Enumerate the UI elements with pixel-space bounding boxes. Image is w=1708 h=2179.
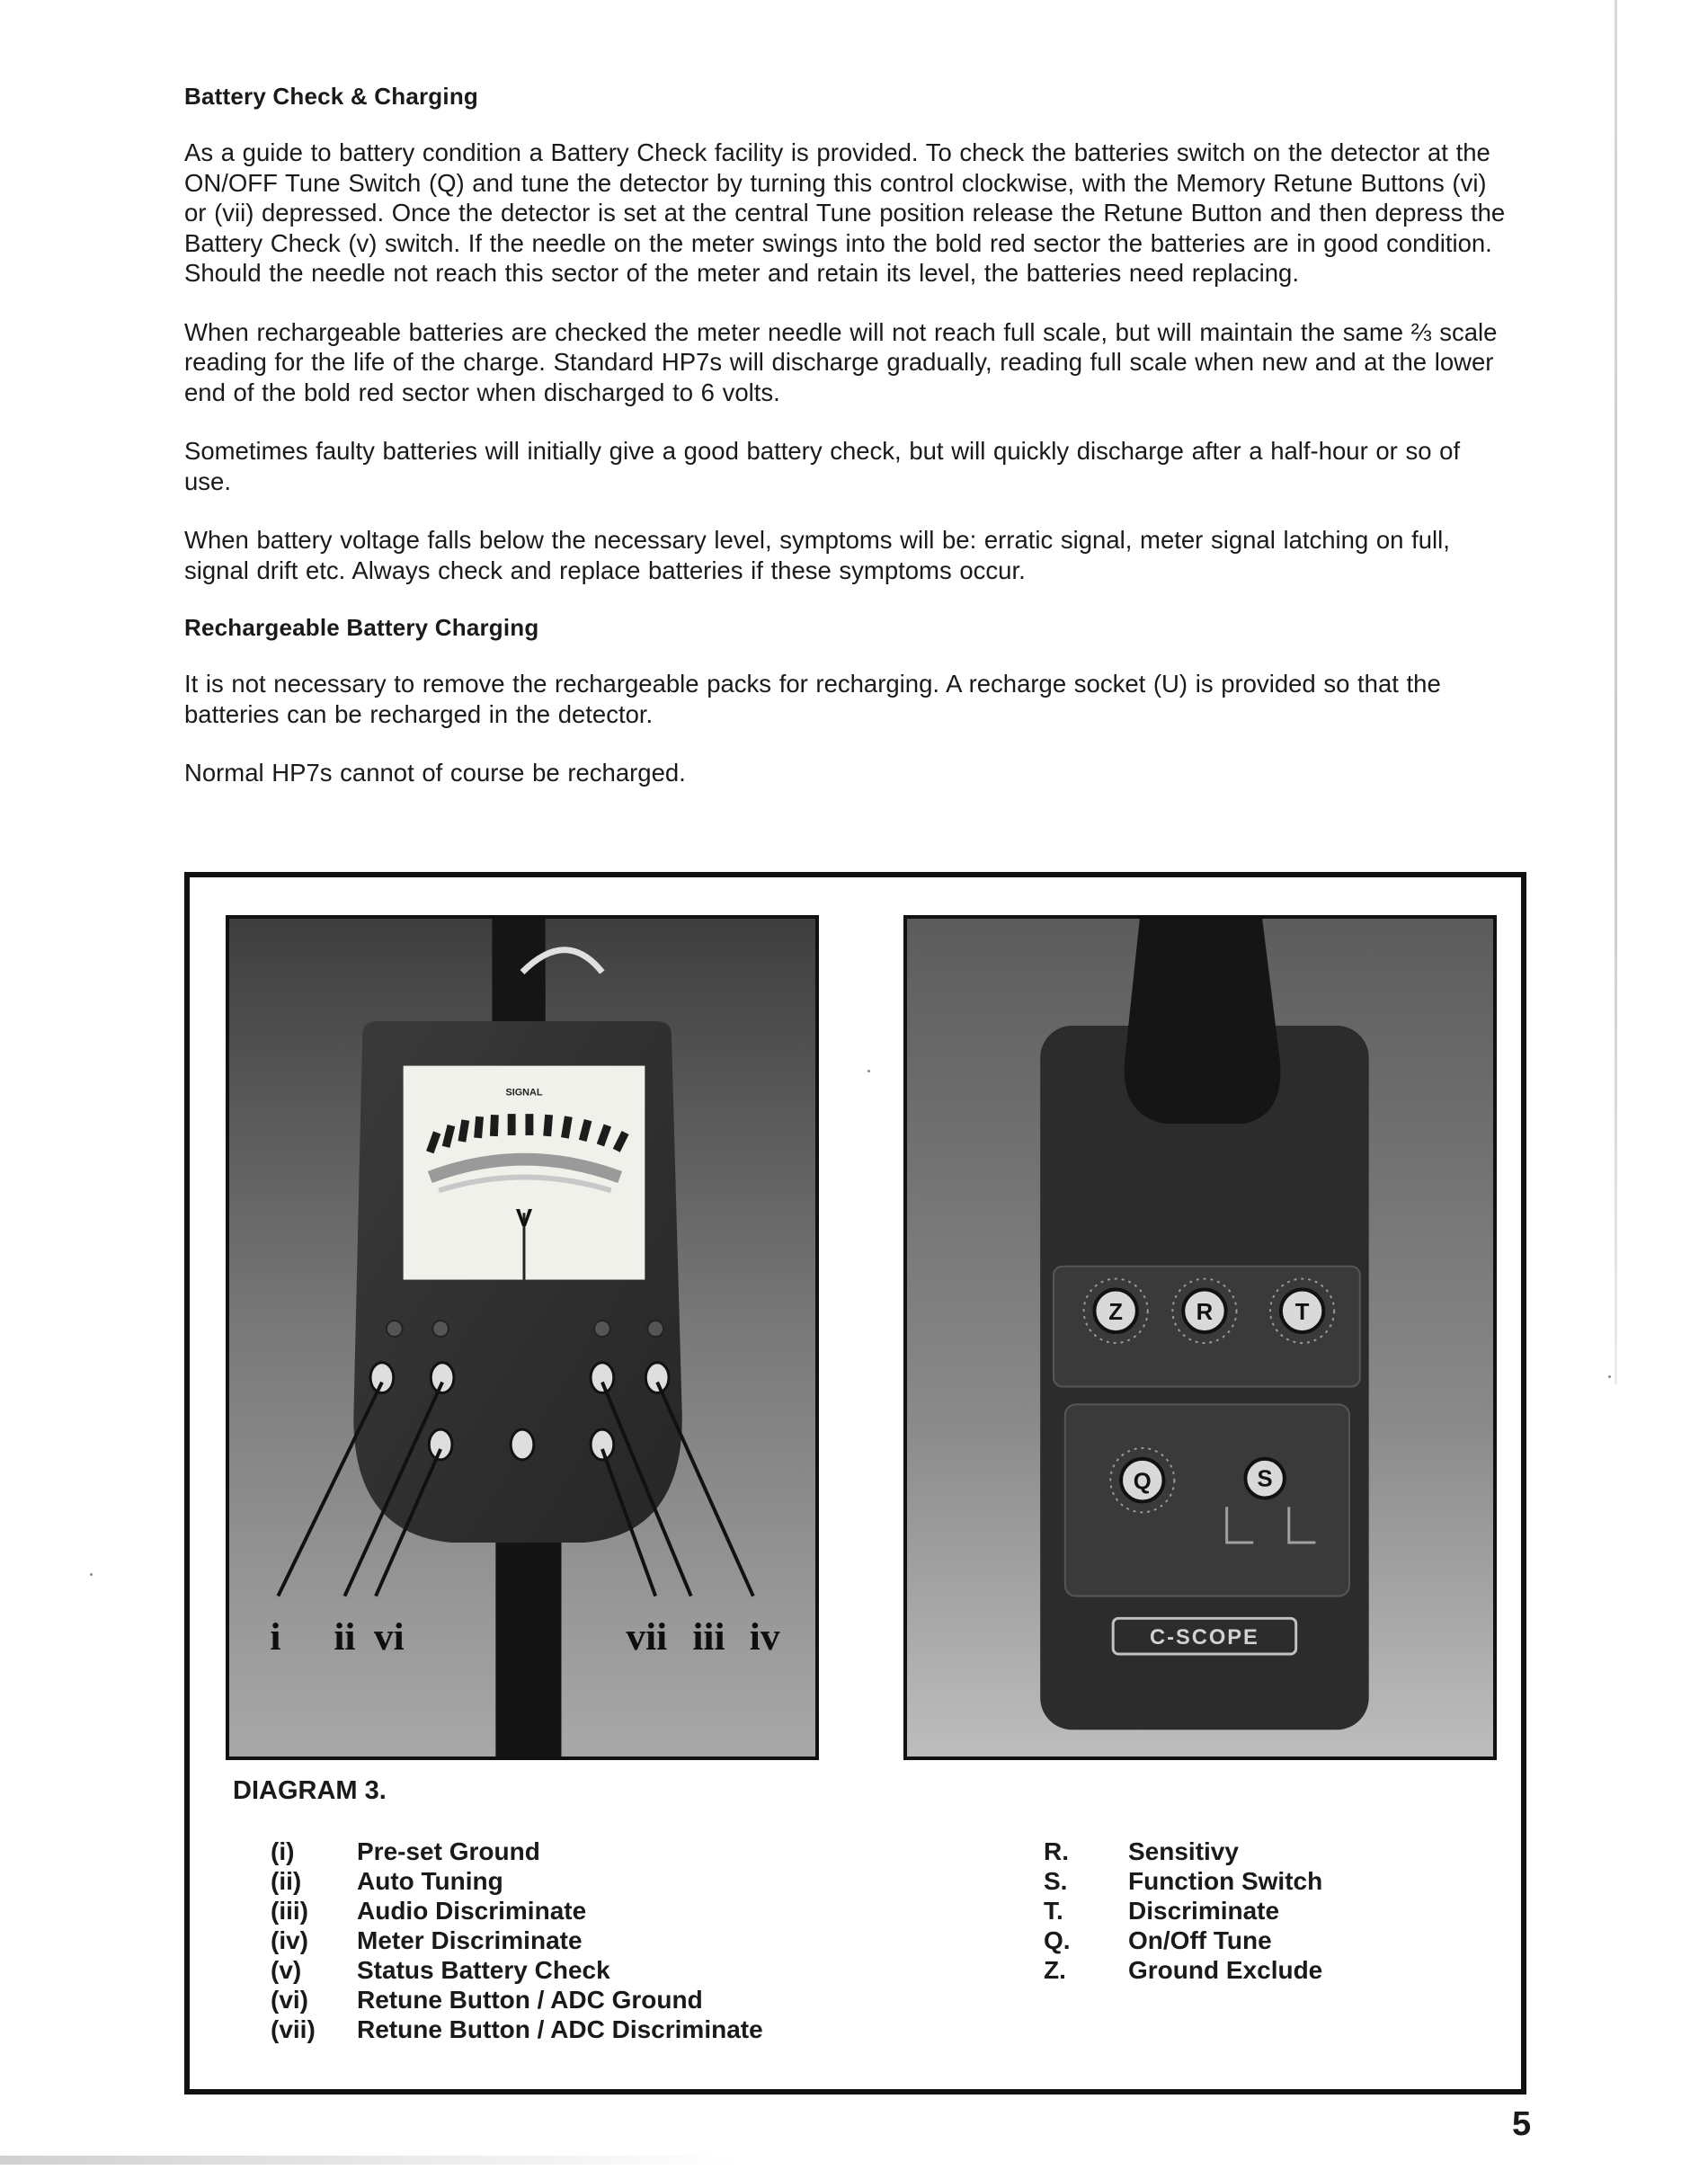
legend-item bbox=[1044, 1955, 1322, 1985]
legend-item bbox=[271, 1837, 763, 1866]
legend-text: Audio Discriminate bbox=[357, 1897, 587, 1925]
legend-text: Retune Button / ADC Ground bbox=[357, 1986, 703, 2014]
callout-iii: iii bbox=[692, 1614, 725, 1659]
callout-i: i bbox=[270, 1614, 281, 1659]
legend-code: Z. bbox=[1044, 1956, 1066, 1984]
knob-label-r: R bbox=[1196, 1300, 1214, 1326]
legend-code: R. bbox=[1044, 1837, 1069, 1865]
diagram-frame bbox=[184, 872, 1526, 2095]
legend-item bbox=[1044, 1866, 1322, 1896]
legend-item bbox=[1044, 1837, 1322, 1866]
knob-label-t: T bbox=[1294, 1300, 1310, 1326]
paragraph-recharging-1: It is not necessary to remove the rechargeable packs for recharging. A recharge socket (U) is provided so that the batteries can be recharged in the detector. bbox=[184, 670, 1441, 728]
control-box-photo bbox=[903, 915, 1497, 1760]
meter-signal-label: SIGNAL bbox=[505, 1087, 543, 1098]
legend-text: Pre-set Ground bbox=[357, 1837, 540, 1865]
brand-label: C-SCOPE bbox=[1150, 1625, 1259, 1650]
paragraph-battery-check-2: When rechargeable batteries are checked the meter needle will not reach full scale, but will maintain the same ⅔ scale reading for the life of the charge. Standard HP7s will discharge gradually, reading full scale when new and at the lower end of the bold red sector when discharged to 6 volts. bbox=[184, 317, 1498, 406]
legend-item bbox=[271, 1866, 763, 1896]
legend-text: Status Battery Check bbox=[357, 1956, 610, 1984]
page-body bbox=[184, 83, 1506, 817]
legend-left bbox=[271, 1837, 763, 2044]
legend-item bbox=[271, 1896, 763, 1926]
legend-code: (vii) bbox=[271, 2015, 316, 2043]
scan-smudge bbox=[0, 2156, 737, 2165]
paragraph-battery-check-1: As a guide to battery condition a Battery Check facility is provided. To check the batteries switch on the detector at the ON/OFF Tune Switch (Q) and tune the detector by turning this control clockwise, with the Memory Retune Buttons (vi) or (vii) depressed. Once the detector is set at the central Tune position release the Retune Button and then depress the Battery Check (v) switch. If the needle on the meter swings into the bold red sector the batteries are in good condition. Should the needle not reach this sector of the meter and retain its level, the batteries need replacing. bbox=[184, 138, 1506, 287]
legend-code: (ii) bbox=[271, 1867, 302, 1895]
meter-pointer-label: V bbox=[515, 1204, 533, 1232]
legend-text: Retune Button / ADC Discriminate bbox=[357, 2015, 763, 2043]
scan-edge-line bbox=[1615, 0, 1617, 1384]
switch-label-s: S bbox=[1257, 1466, 1273, 1492]
legend-code: T. bbox=[1044, 1897, 1063, 1925]
legend-text: Auto Tuning bbox=[357, 1867, 503, 1895]
callout-vii: vii bbox=[626, 1614, 668, 1659]
legend-code: (iv) bbox=[271, 1926, 308, 1954]
paragraph-recharging-2: Normal HP7s cannot of course be recharged. bbox=[184, 759, 686, 787]
heading-recharging: Rechargeable Battery Charging bbox=[184, 614, 539, 641]
legend-right bbox=[1044, 1837, 1322, 1985]
legend-code: Q. bbox=[1044, 1926, 1071, 1954]
legend-item bbox=[1044, 1896, 1322, 1926]
callout-ii: ii bbox=[334, 1614, 356, 1659]
diagram-title: DIAGRAM 3. bbox=[233, 1776, 387, 1805]
legend-text: On/Off Tune bbox=[1128, 1926, 1272, 1954]
knob-label-q: Q bbox=[1133, 1469, 1152, 1495]
legend-text: Meter Discriminate bbox=[357, 1926, 583, 1954]
legend-item bbox=[1044, 1926, 1322, 1955]
scan-speck bbox=[867, 1070, 870, 1072]
legend-text: Function Switch bbox=[1128, 1867, 1323, 1895]
paragraph-battery-check-4: When battery voltage falls below the necessary level, symptoms will be: erratic signal, meter signal latching on full, signal drift etc. Always check and replace batteries if these symptoms occur. bbox=[184, 526, 1450, 584]
legend-code: (i) bbox=[271, 1837, 295, 1865]
legend-text: Discriminate bbox=[1128, 1897, 1280, 1925]
legend-code: (vi) bbox=[271, 1986, 308, 2014]
legend-code: (iii) bbox=[271, 1897, 308, 1925]
legend-text: Ground Exclude bbox=[1128, 1956, 1323, 1984]
callout-vi: vi bbox=[373, 1614, 405, 1659]
legend-code: S. bbox=[1044, 1867, 1068, 1895]
legend-code: (v) bbox=[271, 1956, 302, 1984]
callout-iv: iv bbox=[749, 1614, 780, 1659]
paragraph-battery-check-3: Sometimes faulty batteries will initially give a good battery check, but will quickly discharge after a half-hour or so of use. bbox=[184, 437, 1461, 495]
legend-item bbox=[271, 1985, 763, 2014]
heading-battery-check: Battery Check & Charging bbox=[184, 83, 478, 110]
scan-speck bbox=[1608, 1375, 1611, 1378]
legend-item bbox=[271, 1926, 763, 1955]
legend-text: Sensitivy bbox=[1128, 1837, 1239, 1865]
control-panel-photo bbox=[226, 915, 819, 1760]
scan-speck bbox=[90, 1573, 93, 1576]
knob-label-z: Z bbox=[1108, 1300, 1123, 1326]
page-number: 5 bbox=[1512, 2105, 1532, 2143]
legend-item bbox=[271, 1955, 763, 1985]
legend-item bbox=[271, 2014, 763, 2044]
